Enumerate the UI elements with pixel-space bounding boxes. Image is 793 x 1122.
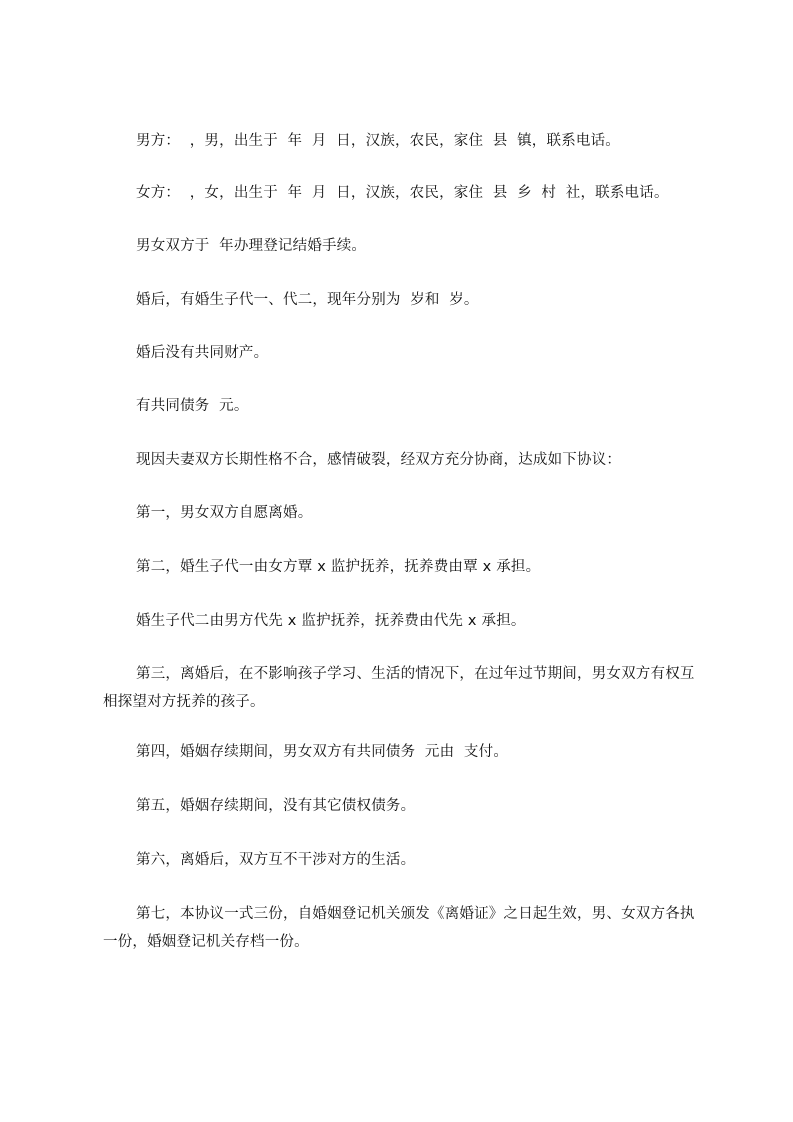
clause-seventh: 第七，本协议一式三份，自婚姻登记机关颁发《离婚证》之日起生效，男、女双方各执一份，婚姻登记机关存档一份。: [103, 906, 695, 950]
clause-fourth: 第四，婚姻存续期间，男女双方有共同债务 元由 支付。: [136, 744, 509, 760]
clause-second-continued: 婚生子代二由男方代先 x 监护抚养，抚养费由代先 x 承担。: [136, 613, 526, 629]
paragraph-husband-info: 男方： ，男，出生于 年 月 日，汉族，农民，家住 县 镇，联系电话。: [136, 133, 621, 149]
paragraph-joint-debt: 有共同债务 元。: [136, 398, 249, 414]
clause-fifth: 第五，婚姻存续期间，没有其它债权债务。: [136, 798, 416, 814]
paragraph-wife-info: 女方： ，女，出生于 年 月 日，汉族，农民，家住 县 乡 村 社，联系电话。: [136, 185, 669, 201]
clause-third: 第三，离婚后，在不影响孩子学习、生活的情况下，在过年过节期间，男女双方有权互相探望对方抚养的孩子。: [103, 666, 695, 710]
clause-first: 第一，男女双方自愿离婚。: [136, 505, 313, 521]
clause-sixth: 第六，离婚后，双方互不干涉对方的生活。: [136, 852, 416, 868]
clause-second: 第二，婚生子代一由女方覃 x 监护抚养，抚养费由覃 x 承担。: [136, 559, 541, 575]
paragraph-children: 婚后，有婚生子代一、代二，现年分别为 岁和 岁。: [136, 292, 479, 308]
paragraph-reason: 现因夫妻双方长期性格不合，感情破裂，经双方充分协商，达成如下协议：: [136, 452, 622, 468]
paragraph-marriage-registration: 男女双方于 年办理登记结婚手续。: [136, 238, 367, 254]
paragraph-no-property: 婚后没有共同财产。: [136, 345, 269, 361]
